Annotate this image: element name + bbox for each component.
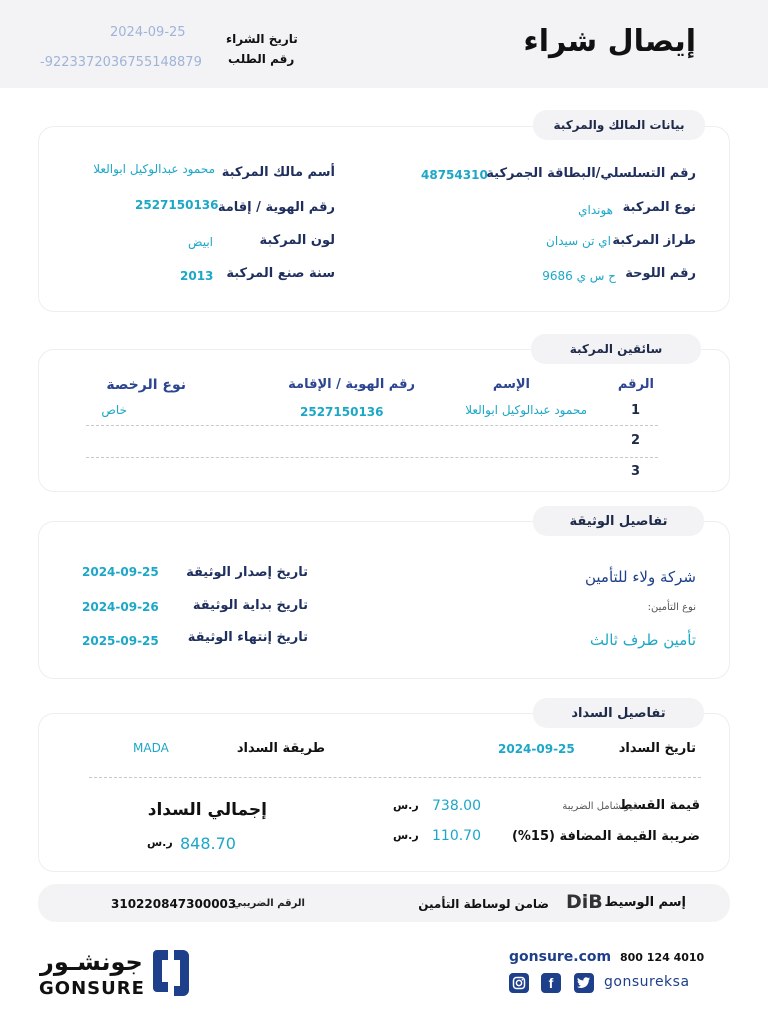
payment-section-title: تفاصيل السداد xyxy=(533,698,704,728)
start-date-value: 2024-09-26 xyxy=(82,600,159,614)
phone-number[interactable]: 800 124 4010 xyxy=(620,951,705,964)
vat-value: 110.70 xyxy=(432,828,481,844)
vehicle-color-value: ابيض xyxy=(188,235,213,249)
twitter-icon[interactable] xyxy=(574,973,594,993)
gonsure-logo-icon xyxy=(151,948,191,1002)
vehicle-make-label: نوع المركبة xyxy=(622,200,696,215)
brand-name-english: GONSURE xyxy=(39,978,145,999)
drivers-header-name: الإسم xyxy=(492,377,530,392)
serial-no-value: 48754310 xyxy=(421,168,488,182)
serial-no-label: رقم التسلسلي/البطاقة الجمركية xyxy=(486,166,696,181)
request-no-value: -9223372036755148879 xyxy=(40,55,202,70)
premium-note: غير شامل الضريبة xyxy=(562,801,638,812)
manufacture-year-label: سنة صنع المركبة xyxy=(226,266,335,281)
issue-date-label: تاريخ إصدار الوثيقة xyxy=(186,565,308,580)
brand-name-arabic: جونشـور xyxy=(40,948,143,976)
payment-card xyxy=(38,713,730,872)
owner-id-value: 2527150136 xyxy=(135,198,219,212)
total-value: 848.70 xyxy=(180,834,236,853)
purchase-date-value: 2024-09-25 xyxy=(110,25,186,40)
insurance-type-value: تأمين طرف ثالث xyxy=(589,631,696,649)
payment-date-label: تاريخ السداد xyxy=(618,741,696,756)
payment-method-value: MADA xyxy=(133,741,169,755)
row-divider xyxy=(86,457,658,458)
drivers-header-no: الرقم xyxy=(617,377,654,392)
total-label: إجمالي السداد xyxy=(147,800,267,820)
tax-no-label: الرقم الضريبي xyxy=(232,898,305,909)
end-date-label: تاريخ إنتهاء الوثيقة xyxy=(187,630,308,645)
start-date-label: تاريخ بداية الوثيقة xyxy=(192,598,308,613)
header-bar xyxy=(0,0,768,88)
drivers-card xyxy=(38,349,730,492)
facebook-icon[interactable]: f xyxy=(541,973,561,993)
vehicle-model-label: طراز المركبة xyxy=(612,233,696,248)
vat-currency: ر.س xyxy=(393,829,419,842)
driver-row-2-no: 2 xyxy=(631,433,641,448)
driver-row-1-name: محمود عبدالوكيل ابوالعلا xyxy=(465,403,587,417)
manufacture-year-value: 2013 xyxy=(180,269,214,283)
tax-no-value: 310220847300003 xyxy=(111,897,237,911)
premium-value: 738.00 xyxy=(432,798,481,814)
payment-date-value: 2024-09-25 xyxy=(498,742,575,756)
row-divider xyxy=(86,425,658,426)
premium-currency: ر.س xyxy=(393,799,419,812)
driver-row-1-license: خاص xyxy=(101,403,127,417)
end-date-value: 2025-09-25 xyxy=(82,634,159,648)
issue-date-value: 2024-09-25 xyxy=(82,565,159,579)
payment-divider xyxy=(89,777,701,778)
request-no-label: رقم الطلب xyxy=(228,52,295,66)
vat-label: ضريبة القيمة المضافة (15%) xyxy=(511,829,700,844)
driver-row-3-no: 3 xyxy=(631,464,641,479)
driver-row-1-id: 2527150136 xyxy=(300,405,384,419)
driver-row-1-no: 1 xyxy=(631,403,641,418)
broker-name: ضامن لوساطة التأمين xyxy=(418,897,549,911)
owner-name-label: أسم مالك المركبة xyxy=(221,165,335,180)
page-title: إيصال شراء xyxy=(523,24,696,59)
owner-vehicle-card xyxy=(38,126,730,312)
drivers-header-id: رقم الهوية / الإقامة xyxy=(288,377,415,392)
owner-id-label: رقم الهوية / إقامة xyxy=(217,200,335,215)
website-link[interactable]: gonsure.com xyxy=(509,949,612,965)
vehicle-make-value: هونداي xyxy=(578,203,613,217)
drivers-section-title: سائقين المركبة xyxy=(531,334,701,364)
policy-section-title: تفاصيل الوثيقة xyxy=(533,506,704,536)
payment-method-label: طريقة السداد xyxy=(236,741,325,756)
insurance-company: شركة ولاء للتأمين xyxy=(584,568,696,586)
plate-no-label: رقم اللوحة xyxy=(625,266,696,281)
premium-label: قيمة القسط xyxy=(619,798,700,813)
purchase-date-label: تاريخ الشراء xyxy=(226,32,298,46)
owner-vehicle-section-title: بيانات المالك والمركبة xyxy=(533,110,705,140)
plate-no-value: ح س ي 9686 xyxy=(542,269,616,283)
total-currency: ر.س xyxy=(147,836,173,849)
instagram-icon[interactable] xyxy=(509,973,529,993)
vehicle-color-label: لون المركبة xyxy=(259,233,335,248)
owner-name-value: محمود عبدالوكيل ابوالعلا xyxy=(93,162,215,176)
broker-label: إسم الوسيط xyxy=(604,895,686,910)
broker-logo: DiB xyxy=(566,891,603,913)
social-handle[interactable]: gonsureksa xyxy=(604,974,690,990)
drivers-header-license: نوع الرخصة xyxy=(106,377,186,393)
vehicle-model-value: اي تن سيدان xyxy=(546,234,611,248)
insurance-type-label: نوع التأمين: xyxy=(647,602,696,613)
